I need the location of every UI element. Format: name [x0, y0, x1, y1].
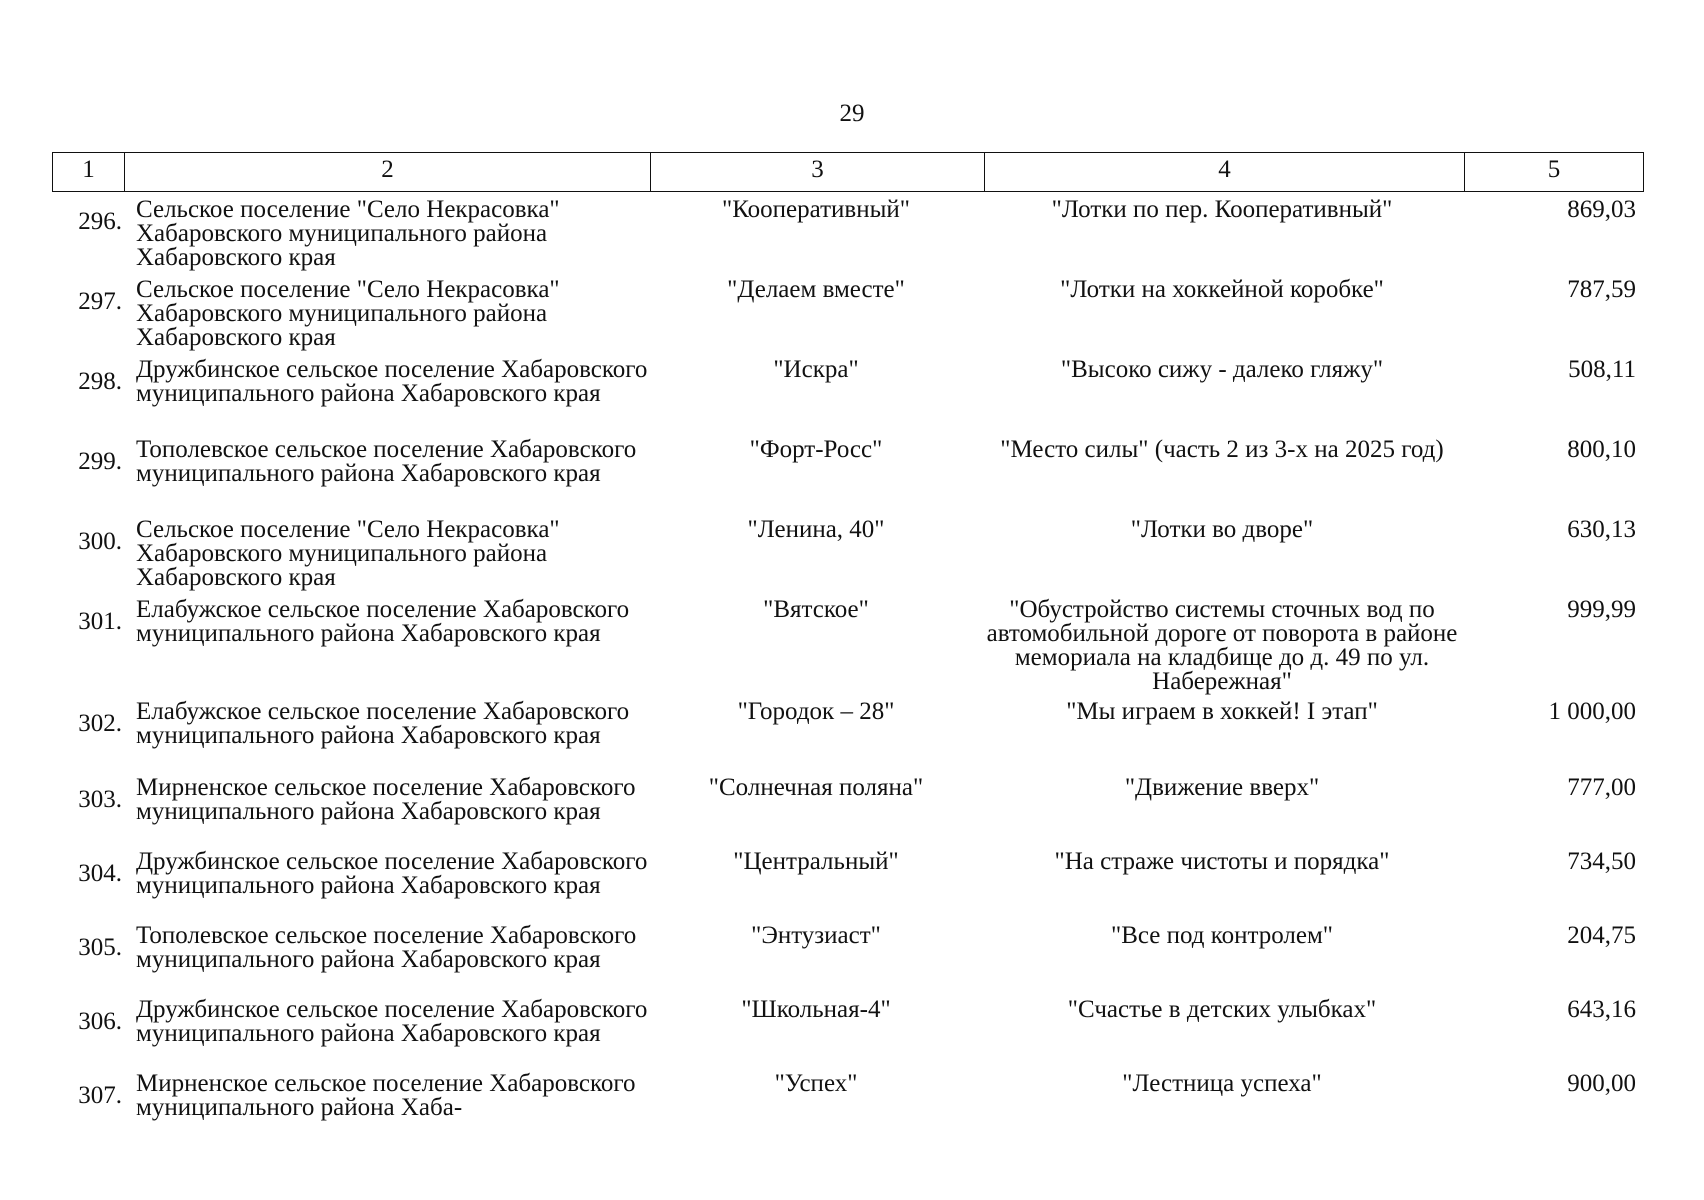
municipality-cell: Сельское поселение "Село Некрасовка" Хабаровского муниципального района Хабаровского края	[136, 276, 560, 351]
name-cell: "Искра"	[773, 356, 859, 383]
project-cell: "Мы играем в хоккей! I этап"	[1066, 698, 1378, 725]
amount-cell: 204,75	[1567, 922, 1636, 949]
project-cell: "Лотки по пер. Кооперативный"	[1051, 196, 1393, 223]
table-row	[0, 278, 1704, 358]
row-number: 304.	[78, 860, 122, 887]
amount-cell: 508,11	[1568, 356, 1636, 383]
row-number: 302.	[78, 710, 122, 737]
amount-cell: 1 000,00	[1548, 698, 1636, 725]
project-cell: "На страже чистоты и порядка"	[1054, 848, 1390, 875]
table-row	[0, 438, 1704, 518]
column-header-3: 3	[651, 153, 985, 191]
municipality-cell: Елабужское сельское поселение Хабаровского муниципального района Хабаровского края	[136, 596, 630, 647]
row-number: 298.	[78, 368, 122, 395]
amount-cell: 999,99	[1567, 596, 1636, 623]
column-header-4: 4	[985, 153, 1465, 191]
project-cell: "Лотки во дворе"	[1130, 516, 1314, 543]
amount-cell: 869,03	[1567, 196, 1636, 223]
amount-cell: 734,50	[1567, 848, 1636, 875]
project-cell: "Счастье в детских улыбках"	[1067, 996, 1377, 1023]
municipality-cell: Сельское поселение "Село Некрасовка" Хабаровского муниципального района Хабаровского края	[136, 196, 560, 271]
municipality-cell: Мирненское сельское поселение Хабаровского муниципального района Хаба-	[136, 1070, 636, 1121]
row-number: 305.	[78, 934, 122, 961]
row-number: 307.	[78, 1082, 122, 1109]
name-cell: "Вятское"	[763, 596, 869, 623]
row-number: 306.	[78, 1008, 122, 1035]
name-cell: "Солнечная поляна"	[708, 774, 924, 801]
table-row	[0, 1072, 1704, 1132]
municipality-cell: Тополевское сельское поселение Хабаровского муниципального района Хабаровского края	[136, 436, 637, 487]
page-number: 29	[839, 100, 865, 127]
row-number: 299.	[78, 448, 122, 475]
municipality-cell: Елабужское сельское поселение Хабаровского муниципального района Хабаровского края	[136, 698, 630, 749]
project-cell: "Место силы" (часть 2 из 3-х на 2025 год)	[1000, 436, 1444, 463]
row-number: 303.	[78, 786, 122, 813]
amount-cell: 777,00	[1567, 774, 1636, 801]
project-cell: "Лотки на хоккейной коробке"	[1060, 276, 1384, 303]
amount-cell: 630,13	[1567, 516, 1636, 543]
row-number: 297.	[78, 288, 122, 315]
municipality-cell: Мирненское сельское поселение Хабаровского муниципального района Хабаровского края	[136, 774, 636, 825]
table-row	[0, 998, 1704, 1078]
table-row	[0, 776, 1704, 856]
table-row	[0, 924, 1704, 1004]
name-cell: "Кооперативный"	[722, 196, 910, 223]
project-cell: "Движение вверх"	[1124, 774, 1320, 801]
municipality-cell: Тополевское сельское поселение Хабаровского муниципального района Хабаровского края	[136, 922, 637, 973]
name-cell: "Ленина, 40"	[747, 516, 885, 543]
project-cell: "Лестница успеха"	[1122, 1070, 1322, 1097]
table-row	[0, 700, 1704, 780]
row-number: 301.	[78, 608, 122, 635]
column-header-1: 1	[53, 153, 125, 191]
municipality-cell: Дружбинское сельское поселение Хабаровского муниципального района Хабаровского края	[136, 996, 648, 1047]
project-cell: "Обустройство системы сточных вод по автомобильной дороге от поворота в районе мемориала на кладбище до д. 49 по ул. Набережная"	[986, 596, 1458, 695]
municipality-cell: Сельское поселение "Село Некрасовка" Хабаровского муниципального района Хабаровского края	[136, 516, 560, 591]
amount-cell: 900,00	[1567, 1070, 1636, 1097]
name-cell: "Школьная-4"	[741, 996, 891, 1023]
name-cell: "Делаем вместе"	[727, 276, 905, 303]
municipality-cell: Дружбинское сельское поселение Хабаровского муниципального района Хабаровского края	[136, 848, 648, 899]
table-row	[0, 518, 1704, 598]
name-cell: "Форт-Росс"	[749, 436, 883, 463]
name-cell: "Центральный"	[733, 848, 899, 875]
project-cell: "Все под контролем"	[1110, 922, 1333, 949]
name-cell: "Городок – 28"	[737, 698, 895, 725]
amount-cell: 787,59	[1567, 276, 1636, 303]
table-row	[0, 850, 1704, 930]
project-cell: "Высоко сижу - далеко гляжу"	[1060, 356, 1384, 383]
table-row	[0, 198, 1704, 278]
table-row	[0, 358, 1704, 438]
row-number: 300.	[78, 528, 122, 555]
row-number: 296.	[78, 208, 122, 235]
column-header-5: 5	[1547, 156, 1561, 183]
name-cell: "Энтузиаст"	[751, 922, 881, 949]
amount-cell: 643,16	[1567, 996, 1636, 1023]
column-header-2: 2	[125, 153, 651, 191]
municipality-cell: Дружбинское сельское поселение Хабаровского муниципального района Хабаровского края	[136, 356, 648, 407]
name-cell: "Успех"	[774, 1070, 858, 1097]
amount-cell: 800,10	[1567, 436, 1636, 463]
table-row	[0, 598, 1704, 700]
